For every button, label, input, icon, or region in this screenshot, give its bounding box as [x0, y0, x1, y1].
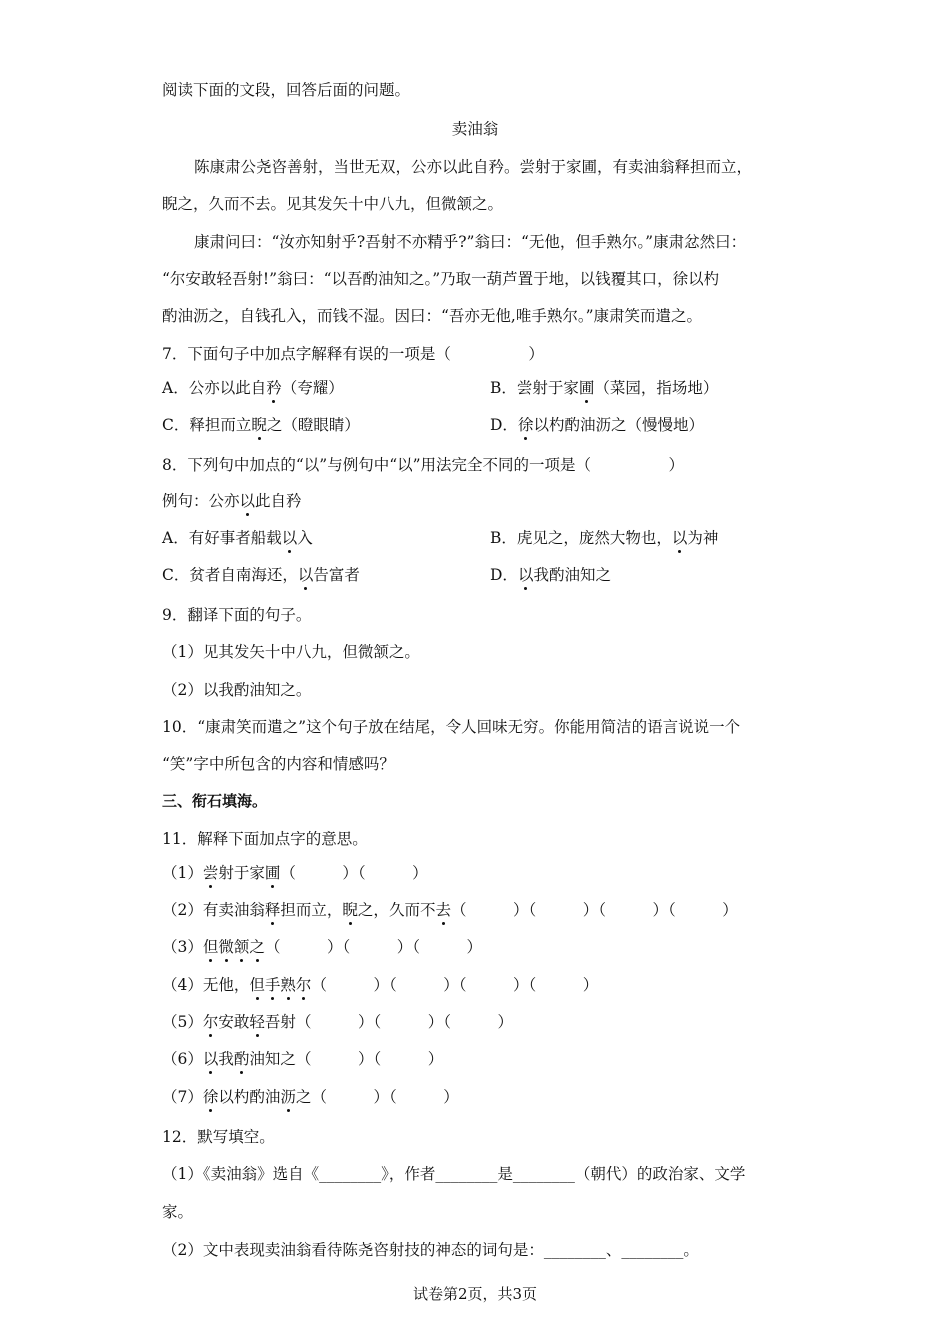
q7-stem: 7．下面句子中加点字解释有误的一项是（ ）: [162, 345, 544, 363]
q8-option-a: A．有好事者船载以入: [162, 529, 313, 547]
q12-sentence-1-line2: 家。: [162, 1203, 194, 1221]
q7-option-c: C．释担而立睨之（瞪眼睛）: [162, 416, 360, 434]
passage-p1-line1: 陈康肃公尧咨善射，当世无双，公亦以此自矜。尝射于家圃，有卖油翁释担而立，: [194, 158, 753, 176]
q7-option-d: D．徐以杓酌油沥之（慢慢地）: [490, 416, 704, 434]
page-footer: 试卷第2页，共3页: [412, 1285, 538, 1303]
q10-line2: “笑”字中所包含的内容和情感吗？: [162, 755, 395, 773]
q8-option-c: C．贫者自南海还，以告富者: [162, 566, 360, 584]
passage-title: 卖油翁: [451, 120, 499, 138]
q12-sentence-2: （2）文中表现卖油翁看待陈尧咨射技的神态的词句是：________、________。: [162, 1241, 699, 1259]
passage-p2-line1: 康肃问曰：“汝亦知射乎?吾射不亦精乎?”翁曰：“无他，但手熟尔。”康肃忿然曰：: [194, 233, 747, 251]
q9-stem: 9．翻译下面的句子。: [162, 606, 312, 624]
q8-option-d: D．以我酌油知之: [490, 566, 611, 584]
passage-p2-line2: “尔安敢轻吾射!”翁曰：“以吾酌油知之。”乃取一葫芦置于地，以钱覆其口，徐以杓: [162, 270, 720, 288]
q11-item-1: （1）尝射于家圃（ ）（ ）: [162, 864, 428, 882]
q7-option-a: A．公亦以此自矜（夸耀）: [162, 379, 344, 397]
q8-option-b: B．虎见之，庞然大物也，以为神: [490, 529, 719, 547]
section-3-heading: 三、衔石填海。: [162, 792, 268, 810]
q10-line1: 10．“康肃笑而遣之”这个句子放在结尾，令人回味无穷。你能用简洁的语言说说一个: [162, 718, 741, 736]
passage-p1-line2: 睨之，久而不去。见其发矢十中八九，但微颔之。: [162, 195, 504, 213]
q11-item-7: （7）徐以杓酌油沥之（ ）（ ）: [162, 1088, 459, 1106]
q9-sentence-2: （2）以我酌油知之。: [162, 681, 312, 699]
q11-item-2: （2）有卖油翁释担而立，睨之，久而不去（ ）（ ）（ ）（ ）: [162, 901, 738, 919]
q11-item-5: （5）尔安敢轻吾射（ ）（ ）（ ）: [162, 1013, 513, 1031]
q12-stem: 12．默写填空。: [162, 1128, 275, 1146]
q11-item-3: （3）但微颔之（ ）（ ）（ ）: [162, 938, 482, 956]
q7-option-b: B．尝射于家圃（菜园，指场地）: [490, 379, 719, 397]
q11-item-6: （6）以我酌油知之（ ）（ ）: [162, 1050, 444, 1068]
q11-stem: 11．解释下面加点字的意思。: [162, 830, 368, 848]
intro-text: 阅读下面的文段，回答后面的问题。: [162, 81, 411, 99]
passage-p2-line3: 酌油沥之，自钱孔入，而钱不湿。因曰：“吾亦无他,唯手熟尔。”康肃笑而遣之。: [162, 307, 703, 325]
q9-sentence-1: （1）见其发矢十中八九，但微颔之。: [162, 643, 420, 661]
q8-stem: 8．下列句中加点的“以”与例句中“以”用法完全不同的一项是（ ）: [162, 456, 685, 474]
q11-item-4: （4）无他，但手熟尔（ ）（ ）（ ）（ ）: [162, 976, 599, 994]
q12-sentence-1-line1: （1）《卖油翁》选自《________》，作者________是________（朝代）的政治家、文学: [162, 1165, 746, 1183]
q8-example: 例句：公亦以此自矜: [162, 492, 302, 510]
